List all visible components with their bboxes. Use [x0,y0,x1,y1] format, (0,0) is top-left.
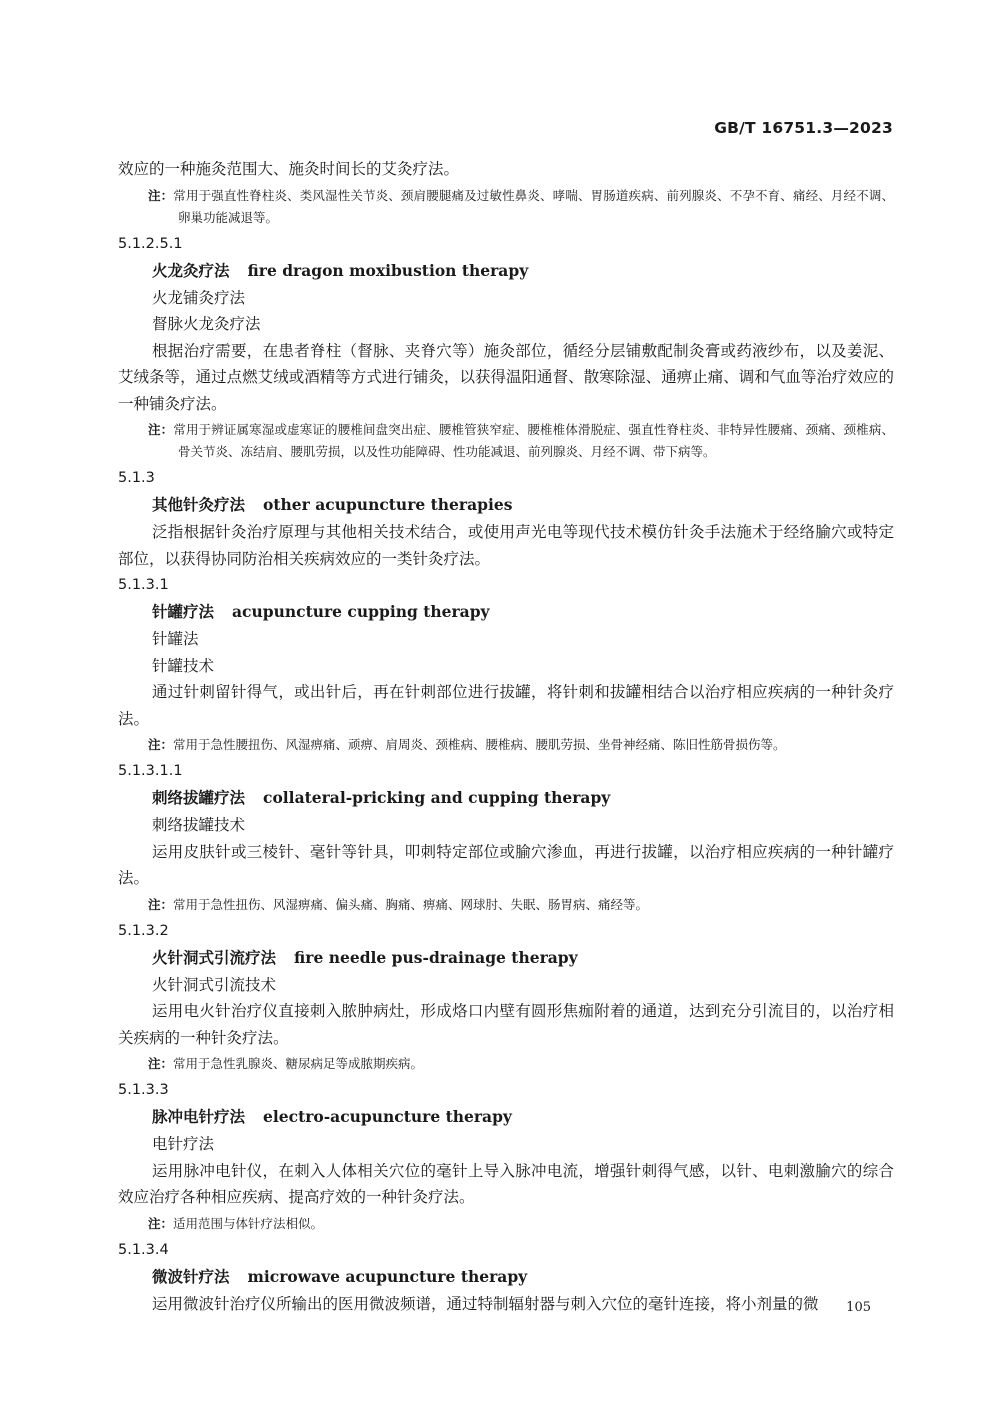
note-label: 注： [148,422,174,437]
term-note [148,1053,894,1075]
note-label: 注： [148,187,174,203]
term-entry [118,1077,894,1235]
note-text: 常用于辨证属寒湿或虚寒证的腰椎间盘突出症、腰椎管狭窄症、腰椎椎体滑脱症、强直性脊柱炎、非特异性腰痛、颈痛、颈椎病、骨关节炎、冻结肩、腰肌劳损，以及性功能障碍、性功能减退、前列腺炎、月经不调、带下病等。 [173,422,894,459]
document-body [118,156,894,1317]
term-english: microwave acupuncture therapy [247,1266,528,1286]
term-chinese: 火针洞式引流疗法 [152,948,277,967]
term-entry [118,1237,894,1318]
entry-term [118,784,894,812]
term-note [148,1213,894,1235]
term-synonym: 刺络拔罐技术 [152,816,246,834]
term-chinese: 其他针灸疗法 [152,496,246,514]
term-english: electro-acupuncture therapy [263,1107,512,1126]
term-english: collateral-pricking and cupping therapy [263,788,611,807]
term-definition: 运用电火针治疗仪直接刺入脓肿病灶，形成烙口内壁有圆形焦痂附着的通道，达到充分引流目的，以治疗相关疾病的一种针灸疗法。 [118,1002,894,1047]
note-text: 常用于急性扭伤、风湿痹痛、偏头痛、胸痛、痹痛、网球肘、失眠、肠胃病、痛经等。 [173,896,649,912]
term-entry [118,231,894,464]
term-chinese: 火龙灸疗法 [152,261,230,280]
term-entry [118,572,894,756]
note-text: 常用于强直性脊柱炎、类风湿性关节炎、颈肩腰腿痛及过敏性鼻炎、哮喘、胃肠道疾病、前列腺炎、不孕不育、痛经、月经不调、卵巢功能减退等。 [173,187,894,225]
term-definition: 运用微波针治疗仪所输出的医用微波频谱，通过特制辐射器与刺入穴位的毫针连接，将小剂量的微 [152,1294,819,1313]
note-label: 注： [148,1215,174,1231]
term-synonym: 电针疗法 [152,1135,215,1153]
entry-number: 5.1.3.2 [118,922,169,939]
term-english: other acupuncture therapies [263,495,513,514]
term-definition: 泛指根据针灸治疗原理与其他相关技术结合，或使用声光电等现代技术模仿针灸手法施术于经络腧穴或特定部位，以获得协同防治相关疾病效应的一类针灸疗法。 [118,523,894,568]
term-english: fire needle pus-drainage therapy [294,947,578,967]
term-note [148,734,894,756]
entry-number: 5.1.3.3 [118,1082,169,1098]
term-definition: 根据治疗需要，在患者脊柱（督脉、夹脊穴等）施灸部位，循经分层铺敷配制灸膏或药液纱布，以及姜泥、艾绒条等，通过点燃艾绒或酒精等方式进行铺灸，以获得温阳通督、散寒除湿、通痹止痛、调和气血等治疗效应的一种铺灸疗法。 [118,341,894,413]
term-synonym: 火龙铺灸疗法 [152,288,246,307]
entry-term [118,598,894,626]
term-entry [118,465,894,572]
entry-term [118,491,894,519]
note-label: 注： [148,896,174,912]
entry-number: 5.1.3.4 [118,1241,169,1258]
term-definition: 通过针刺留针得气，或出针后，再在针刺部位进行拔罐，将针刺和拔罐相结合以治疗相应疾病的一种针灸疗法。 [118,683,894,728]
entry-term [118,257,894,285]
entry-number: 5.1.2.5.1 [118,235,183,252]
entry-number: 5.1.3.1 [118,577,169,593]
page-number: 105 [846,1300,871,1315]
standard-code-header: GB/T 16751.3—2023 [714,119,893,137]
term-chinese: 刺络拔罐疗法 [152,789,246,807]
entry-number: 5.1.3.1.1 [118,763,183,779]
term-chinese: 针罐疗法 [152,603,215,621]
term-english: acupuncture cupping therapy [232,602,490,621]
term-entries [118,231,894,1318]
note-text: 常用于急性乳腺炎、糖尿病足等成脓期疾病。 [173,1056,424,1071]
term-definition: 运用皮肤针或三棱针、毫针等针具，叩刺特定部位或腧穴渗血，再进行拔罐，以治疗相应疾病的一种针罐疗法。 [118,842,894,887]
term-synonym: 火针洞式引流技术 [152,975,277,994]
intro-note [148,185,894,229]
note-label: 注： [148,1056,174,1071]
term-note [148,894,894,916]
term-chinese: 脉冲电针疗法 [152,1108,246,1126]
term-definition: 运用脉冲电针仪，在刺入人体相关穴位的毫针上导入脉冲电流，增强针刺得气感，以针、电刺激腧穴的综合效应治疗各种相应疾病、提高疗效的一种针灸疗法。 [118,1161,894,1206]
note-text: 适用范围与体针疗法相似。 [173,1215,324,1231]
term-synonym: 督脉火龙灸疗法 [152,315,261,333]
note-text: 常用于急性腰扭伤、风湿痹痛、顽痹、肩周炎、颈椎病、腰椎病、腰肌劳损、坐骨神经痛、陈旧性筋骨损伤等。 [173,737,786,752]
note-label: 注： [148,737,174,752]
term-entry [118,918,894,1076]
entry-term [118,944,894,972]
continued-paragraph: 效应的一种施灸范围大、施灸时间长的艾灸疗法。 [118,160,460,178]
entry-term [118,1103,894,1131]
term-synonym: 针罐法 [152,630,199,648]
term-chinese: 微波针疗法 [152,1267,230,1286]
term-english: fire dragon moxibustion therapy [247,260,529,280]
term-entry [118,758,894,916]
term-note [148,419,894,463]
entry-number: 5.1.3 [118,470,155,486]
entry-term [118,1263,894,1291]
term-synonym: 针罐技术 [152,656,215,675]
